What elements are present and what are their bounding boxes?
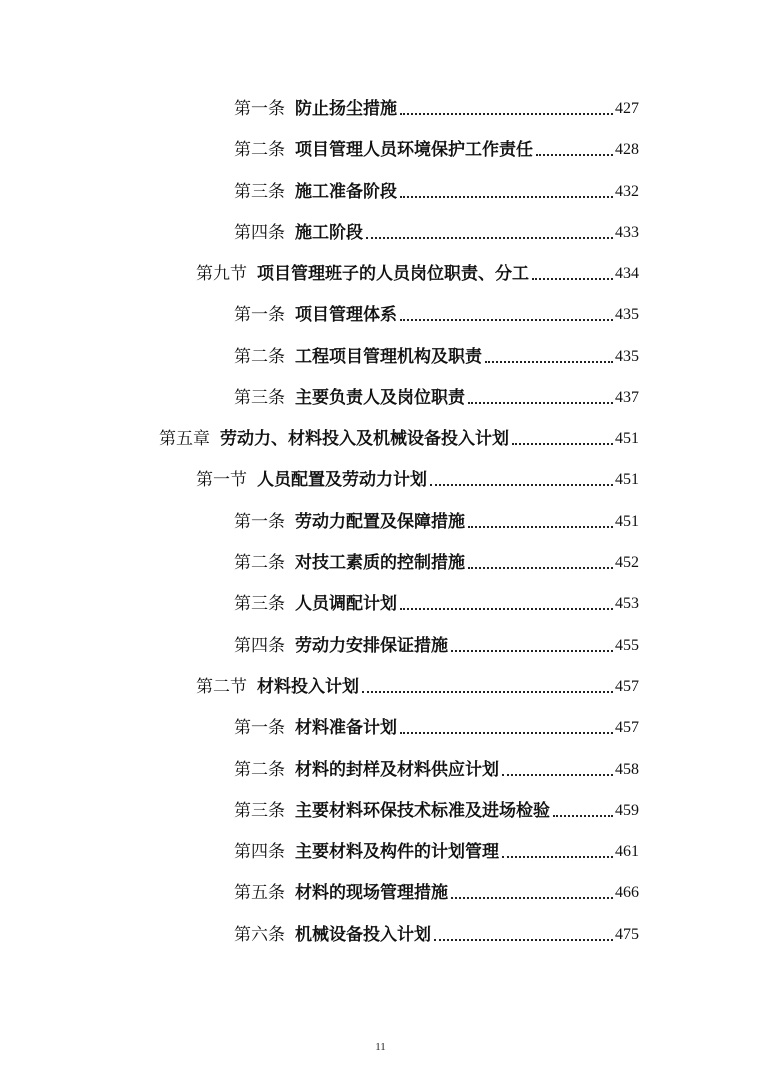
dot-leader [366,236,613,239]
toc-page-number: 461 [615,843,639,860]
toc-label: 第二条 [234,140,285,160]
toc-title: 主要材料及构件的计划管理 [295,842,499,862]
dot-leader [400,731,613,734]
toc-title: 项目管理体系 [295,305,397,325]
toc-entry[interactable] [234,755,639,781]
toc-label: 第二节 [196,677,247,697]
toc-page-number: 434 [615,265,639,282]
toc-label: 第四条 [234,842,285,862]
toc-page-number: 455 [615,637,639,654]
toc-title: 项目管理人员环境保护工作责任 [295,140,533,160]
toc-title: 机械设备投入计划 [295,925,431,945]
toc-page-number: 475 [615,926,639,943]
toc-title: 材料准备计划 [295,718,397,738]
toc-page-number: 451 [615,430,639,447]
toc-label: 第一条 [234,305,285,325]
dot-leader [430,483,613,486]
toc-entry[interactable] [196,259,639,285]
toc-title: 劳动力安排保证措施 [295,636,448,656]
dot-leader [553,814,613,817]
toc-entry[interactable] [234,878,639,904]
toc-entry[interactable] [234,300,639,326]
toc-page-number: 458 [615,761,639,778]
toc-entry[interactable] [234,94,639,120]
toc-title: 材料的封样及材料供应计划 [295,760,499,780]
dot-leader [468,566,613,569]
dot-leader [536,153,613,156]
dot-leader [434,938,613,941]
toc-title: 劳动力配置及保障措施 [295,512,465,532]
toc-entry[interactable] [234,135,639,161]
toc-title: 对技工素质的控制措施 [295,553,465,573]
toc-page-number: 459 [615,802,639,819]
toc-label: 第三条 [234,594,285,614]
toc-entry[interactable] [234,796,639,822]
toc-page-number: 451 [615,471,639,488]
dot-leader [400,195,613,198]
toc-label: 第二条 [234,760,285,780]
dot-leader [400,607,613,610]
dot-leader [451,896,613,899]
toc-entry[interactable] [234,177,639,203]
dot-leader [400,112,613,115]
toc-page-number: 437 [615,389,639,406]
toc-label: 第二条 [234,553,285,573]
toc-entry[interactable] [196,672,639,698]
toc-label: 第一节 [196,470,247,490]
toc-label: 第四条 [234,636,285,656]
toc-label: 第三条 [234,388,285,408]
toc-page-number: 451 [615,513,639,530]
toc-title: 施工准备阶段 [295,182,397,202]
toc-entry[interactable] [159,424,639,450]
toc-page-number: 466 [615,884,639,901]
toc-title: 材料投入计划 [257,677,359,697]
toc-title: 施工阶段 [295,223,363,243]
toc-label: 第四条 [234,223,285,243]
toc-page-number: 428 [615,141,639,158]
toc-entry[interactable] [234,342,639,368]
toc-title: 劳动力、材料投入及机械设备投入计划 [220,429,509,449]
toc-entry[interactable] [234,548,639,574]
toc-entry[interactable] [234,589,639,615]
toc-entry[interactable] [234,713,639,739]
toc-page-number: 457 [615,719,639,736]
toc-page-number: 433 [615,224,639,241]
toc-label: 第一条 [234,512,285,532]
toc-label: 第二条 [234,347,285,367]
dot-leader [502,773,613,776]
toc-entry[interactable] [234,383,639,409]
toc-entry[interactable] [234,631,639,657]
dot-leader [468,525,613,528]
toc-title: 材料的现场管理措施 [295,883,448,903]
dot-leader [502,855,613,858]
dot-leader [532,277,613,280]
dot-leader [400,318,613,321]
toc-title: 人员调配计划 [295,594,397,614]
toc-label: 第三条 [234,182,285,202]
toc-title: 人员配置及劳动力计划 [257,470,427,490]
toc-label: 第五章 [159,429,210,449]
toc-entry[interactable] [234,837,639,863]
page-number: 11 [375,1041,386,1053]
toc-label: 第五条 [234,883,285,903]
toc-label: 第六条 [234,925,285,945]
toc-title: 项目管理班子的人员岗位职责、分工 [257,264,529,284]
toc-entry[interactable] [234,920,639,946]
toc-label: 第九节 [196,264,247,284]
toc-title: 工程项目管理机构及职责 [295,347,482,367]
toc-entry[interactable] [196,465,639,491]
toc-label: 第一条 [234,99,285,119]
toc-title: 防止扬尘措施 [295,99,397,119]
toc-label: 第一条 [234,718,285,738]
toc-title: 主要负责人及岗位职责 [295,388,465,408]
toc-page-number: 453 [615,595,639,612]
dot-leader [485,360,613,363]
toc-page-number: 457 [615,678,639,695]
dot-leader [512,442,613,445]
toc-entry[interactable] [234,218,639,244]
dot-leader [362,690,613,693]
toc-page-number: 452 [615,554,639,571]
toc-page-number: 427 [615,100,639,117]
toc-label: 第三条 [234,801,285,821]
toc-title: 主要材料环保技术标准及进场检验 [295,801,550,821]
toc-page-number: 432 [615,183,639,200]
toc-page-number: 435 [615,348,639,365]
toc-page-number: 435 [615,306,639,323]
toc-entry[interactable] [234,507,639,533]
dot-leader [468,401,613,404]
dot-leader [451,649,613,652]
